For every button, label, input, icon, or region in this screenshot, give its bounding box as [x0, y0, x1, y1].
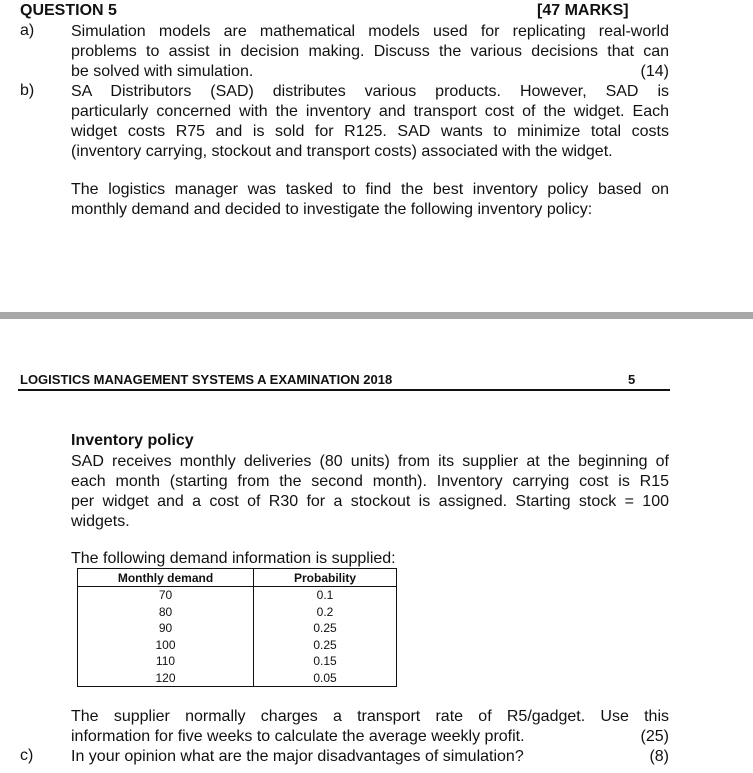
table-intro: The following demand information is supplied:	[71, 550, 396, 567]
part-b-line-2: particularly concerned with the inventory and transport cost of the widget. Each	[71, 103, 669, 120]
table-row	[78, 637, 397, 654]
part-b-label: b)	[20, 82, 35, 99]
demand-cell: 100	[78, 637, 254, 654]
part-a-line-1: Simulation models are mathematical models used for replicating real-world	[71, 23, 669, 40]
transport-mark: (25)	[640, 728, 669, 745]
part-a-line-2: problems to assist in decision making. Discuss the various decisions that can	[71, 43, 669, 60]
table-row	[78, 653, 397, 670]
probability-cell: 0.25	[254, 620, 397, 637]
transport-line-1: The supplier normally charges a transport rate of R5/gadget. Use this	[71, 708, 669, 725]
part-a-text	[71, 22, 669, 82]
part-a-mark: (14)	[640, 63, 669, 80]
part-c-mark: (8)	[649, 748, 669, 765]
table-row	[78, 620, 397, 637]
footer-rule	[18, 389, 670, 391]
policy-line-4: widgets.	[71, 513, 130, 530]
table-row	[78, 670, 397, 687]
part-b-line-4: (inventory carrying, stockout and transport costs) associated with the widget.	[71, 143, 613, 160]
transport-last-text: information for five weeks to calculate the average weekly profit.	[71, 728, 525, 745]
probability-cell: 0.05	[254, 670, 397, 687]
probability-cell: 0.1	[254, 587, 397, 604]
part-c-text	[71, 747, 669, 767]
policy-line-3: per widget and a cost of R30 for a stockout is assigned. Starting stock = 100	[71, 493, 669, 510]
probability-cell: 0.25	[254, 637, 397, 654]
part-c-question: In your opinion what are the major disadvantages of simulation?	[71, 748, 524, 765]
demand-cell: 90	[78, 620, 254, 637]
policy-line-2: each month (starting from the second month). Inventory carrying cost is R15	[71, 473, 669, 490]
table-header-row	[78, 569, 397, 587]
demand-cell: 80	[78, 604, 254, 621]
table-row	[78, 587, 397, 604]
demand-table	[77, 568, 397, 687]
footer-page-number: 5	[628, 372, 636, 387]
header-probability: Probability	[254, 569, 397, 587]
probability-cell: 0.15	[254, 653, 397, 670]
part-a-label: a)	[20, 22, 35, 39]
part-b-text	[71, 82, 669, 162]
part-b-line-1: SA Distributors (SAD) distributes various products. However, SAD is	[71, 83, 669, 100]
part-b-line-3: widget costs R75 and is sold for R125. SAD wants to minimize total costs	[71, 123, 669, 140]
question-title: QUESTION 5	[20, 2, 117, 19]
demand-cell: 120	[78, 670, 254, 687]
page-divider	[0, 312, 753, 319]
policy-line-1: SAD receives monthly deliveries (80 units) from its supplier at the beginning of	[71, 453, 669, 470]
part-a-last-text: be solved with simulation.	[71, 63, 254, 80]
table-row	[78, 604, 397, 621]
part-c-label: c)	[20, 747, 34, 764]
question-marks: [47 MARKS]	[537, 2, 629, 19]
header-monthly-demand: Monthly demand	[78, 569, 254, 587]
demand-cell: 70	[78, 587, 254, 604]
transport-text	[71, 707, 669, 747]
manager-line-1: The logistics manager was tasked to find the best inventory policy based on	[71, 181, 669, 198]
manager-text	[71, 180, 669, 220]
footer-title: LOGISTICS MANAGEMENT SYSTEMS A EXAMINATION 2018	[20, 372, 393, 387]
policy-title: Inventory policy	[71, 432, 194, 449]
demand-cell: 110	[78, 653, 254, 670]
probability-cell: 0.2	[254, 604, 397, 621]
part-a-last-line	[71, 62, 669, 82]
transport-last-line	[71, 727, 669, 747]
policy-text	[71, 452, 669, 532]
manager-line-2: monthly demand and decided to investigate the following inventory policy:	[71, 201, 593, 218]
